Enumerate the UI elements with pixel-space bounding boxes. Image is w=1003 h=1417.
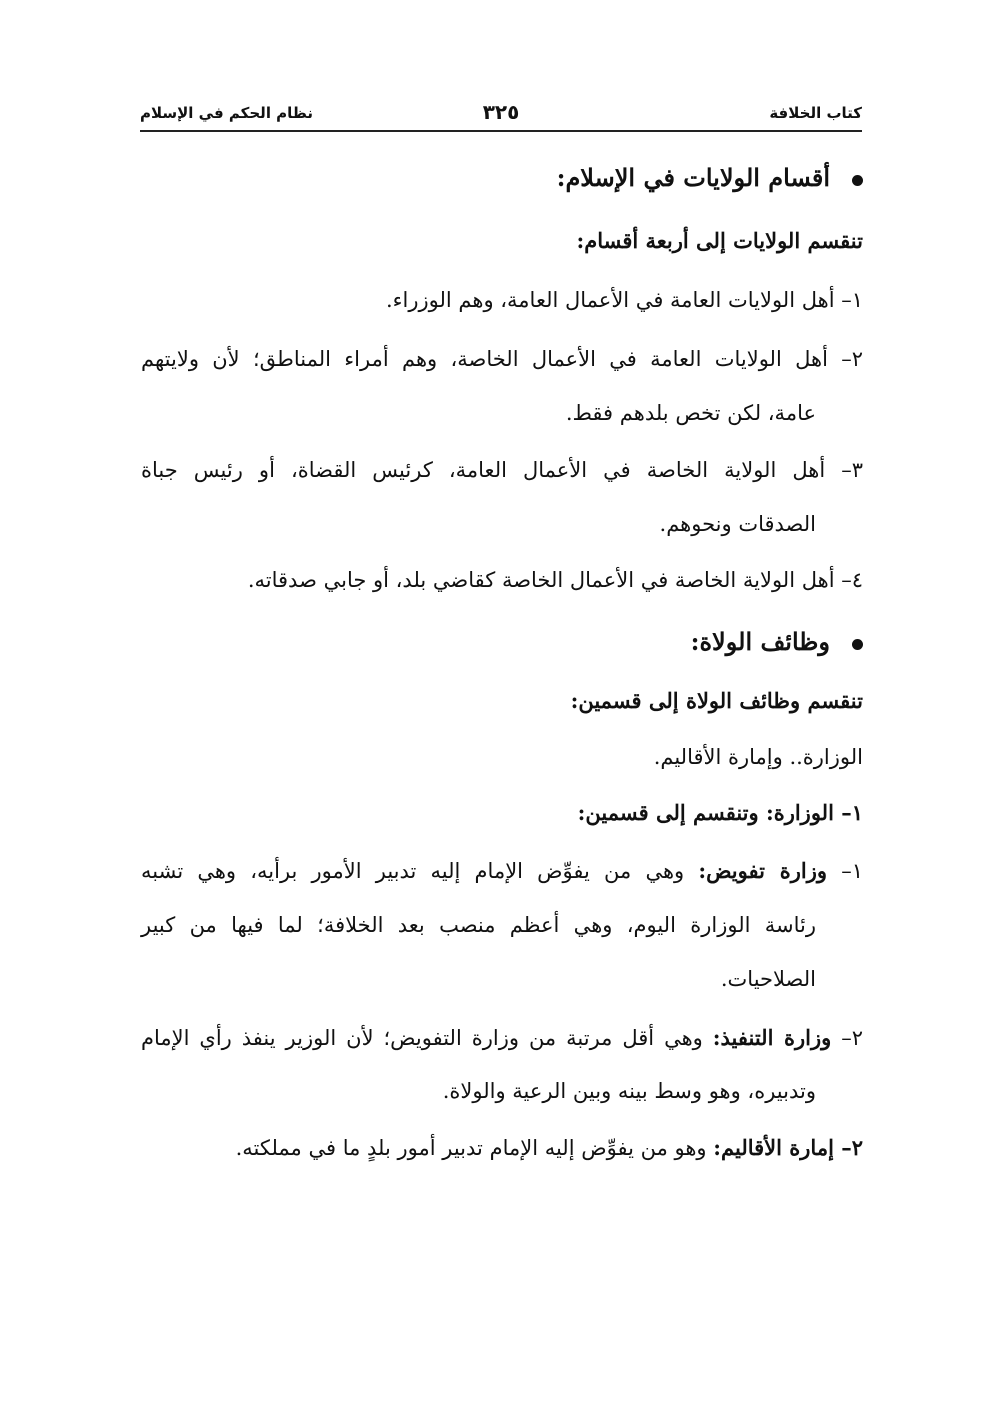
book-title: كتاب الخلافة [769, 104, 862, 122]
ministry-item-2-line-1: ٢– وزارة التنفيذ: وهي أقل مرتبة من وزارة التفويض؛ لأن الوزير ينفذ رأي الإمام [141, 1025, 863, 1050]
page-number: ٣٢٥ [482, 100, 520, 124]
list-item-2-line-1: ٢– أهل الولايات العامة في الأعمال الخاصة، وهم أمراء المناطق؛ لأن ولايتهم [141, 347, 863, 371]
ministry-item-1-line-3: الصلاحيات. [720, 967, 816, 991]
ministry-item-2-line-2: وتدبيره، وهو وسط بينه وبين الرعية والولاة. [442, 1079, 816, 1103]
paragraph-intro: تنقسم الولايات إلى أربعة أقسام: [576, 228, 863, 253]
paragraph-functions-list: الوزارة.. وإمارة الأقاليم. [653, 745, 863, 769]
ministry-item-1-line-1: ١– وزارة تفويض: وهي من يفوِّض الإمام إليه تدبير الأمور برأيه، وهي تشبه [141, 858, 863, 883]
list-item-3-line-2: الصدقات ونحوهم. [659, 512, 816, 536]
paragraph-functions-intro: تنقسم وظائف الولاة إلى قسمين: [570, 688, 863, 713]
bullet-icon [852, 639, 863, 650]
list-item-1: ١– أهل الولايات العامة في الأعمال العامة، وهم الوزراء. [385, 288, 863, 312]
subheading-ministry: ١– الوزارة: وتنقسم إلى قسمين: [577, 800, 863, 825]
page-header [140, 100, 862, 132]
heading-divisions: أقسام الولايات في الإسلام: [557, 163, 863, 192]
provinces-item: ٢– إمارة الأقاليم: وهو من يفوِّض إليه الإمام تدبير أمور بلدٍ ما في مملكته. [235, 1135, 863, 1160]
list-item-4: ٤– أهل الولاية الخاصة في الأعمال الخاصة كقاضي بلد، أو جابي صدقاته. [247, 568, 863, 592]
section-title: نظام الحكم في الإسلام [140, 104, 314, 122]
ministry-item-1-line-2: رئاسة الوزارة اليوم، وهي أعظم منصب بعد الخلافة؛ لما فيها من كبير [141, 913, 816, 937]
bullet-icon [852, 175, 863, 186]
list-item-3-line-1: ٣– أهل الولاية الخاصة في الأعمال العامة، كرئيس القضاة، أو رئيس جباة [141, 458, 863, 482]
list-item-2-line-2: عامة، لكن تخص بلدهم فقط. [565, 401, 816, 425]
heading-functions: وظائف الولاة: [691, 627, 863, 656]
